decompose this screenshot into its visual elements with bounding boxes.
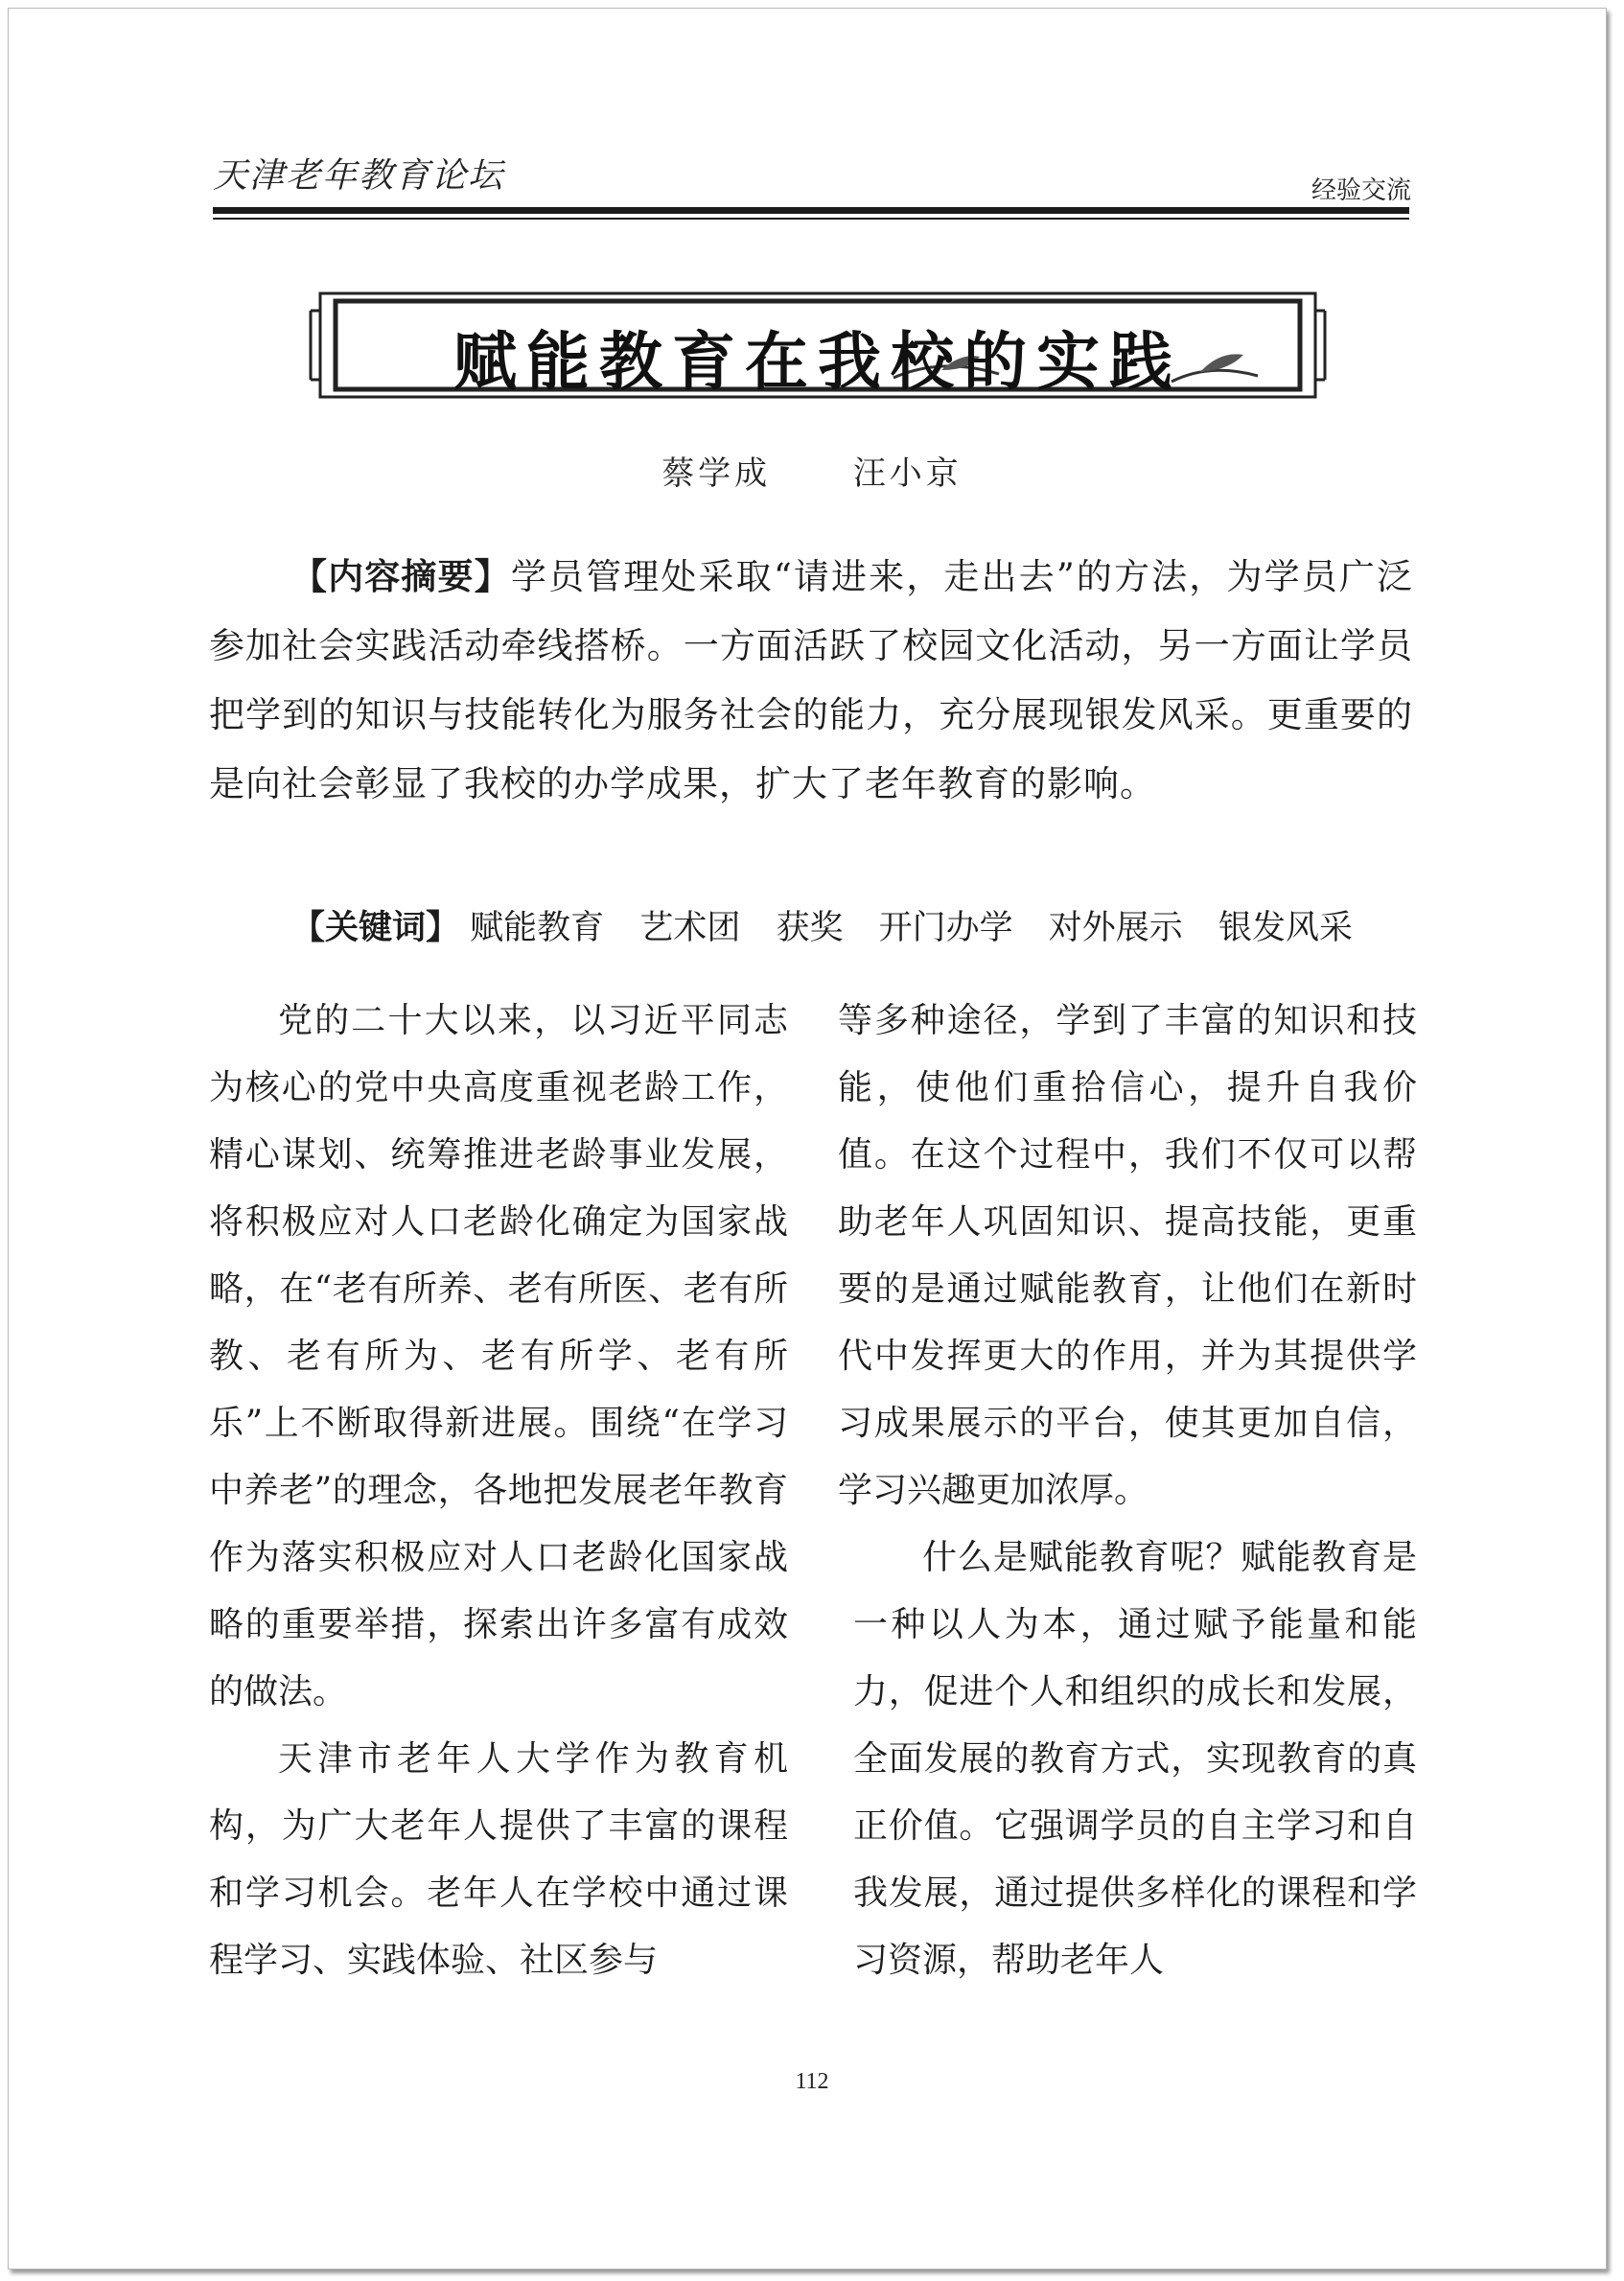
keyword: 艺术团	[639, 909, 741, 947]
section-label: 经验交流	[1311, 176, 1411, 205]
body-paragraph: 天津市老年人大学作为教育机构，为广大老年人提供了丰富的课程和学习机会。老年人在学校中通过课程学习、实践体验、社区参与	[209, 1739, 788, 1980]
body-paragraph: 党的二十大以来，以习近平同志为核心的党中央高度重视老龄工作，精心谋划、统筹推进老龄事业发展，将积极应对人口老龄化确定为国家战略，在“老有所养、老有所医、老有所教、老有所为、老有所学、老有所乐”上不断取得新进展。围绕“在学习中养老”的理念，各地把发展老年教育作为落实积极应对人口老龄化国家战略的重要举措，探索出许多富有成效的做法。	[209, 1001, 788, 1711]
body-paragraph: 等多种途径，学到了丰富的知识和技能，使他们重拾信心，提升自我价值。在这个过程中，我们不仅可以帮助老年人巩固知识、提高技能，更重要的是通过赋能教育，让他们在新时代中发挥更大的作用，并为其提供学习成果展示的平台，使其更加自信，学习兴趣更加浓厚。	[838, 1001, 1417, 1510]
author-2: 汪小京	[852, 454, 963, 493]
keywords-tag: 【关键词】	[291, 909, 460, 947]
page-number: 112	[795, 2069, 829, 2094]
body-column-right	[838, 988, 1417, 1994]
body-paragraph: 什么是赋能教育呢？赋能教育是一种以人为本，通过赋予能量和能力，促进个人和组织的成长和发展，全面发展的教育方式，实现教育的真正价值。它强调学员的自主学习和自我发展，通过提供多样化的课程和学习资源，帮助老年人	[853, 1538, 1417, 1980]
keyword: 开门办学	[878, 909, 1013, 947]
header-rule	[213, 207, 1409, 214]
keyword: 赋能教育	[470, 909, 605, 947]
keywords	[291, 901, 1413, 949]
author-1: 蔡学成	[661, 454, 772, 493]
header-rule-thin	[213, 218, 1409, 220]
journal-logo: 天津老年教育论坛	[213, 156, 505, 196]
abstract-text: 学员管理处采取“请进来，走出去”的方法，为学员广泛参加社会实践活动牵线搭桥。一方面活跃了校园文化活动，另一方面让学员把学到的知识与技能转化为服务社会的能力，充分展现银发风采。更重要的是向社会彰显了我校的办学成果，扩大了老年教育的影响。	[209, 556, 1413, 804]
keyword: 获奖	[776, 909, 844, 947]
body-column-left	[209, 988, 788, 1994]
authors	[0, 447, 1624, 494]
title-frame	[309, 290, 1327, 401]
article-title: 赋能教育在我校的实践	[453, 324, 1182, 399]
abstract-tag: 【内容摘要】	[291, 556, 511, 597]
keyword: 银发风采	[1218, 909, 1353, 947]
abstract	[209, 543, 1413, 819]
keyword: 对外展示	[1048, 909, 1183, 947]
